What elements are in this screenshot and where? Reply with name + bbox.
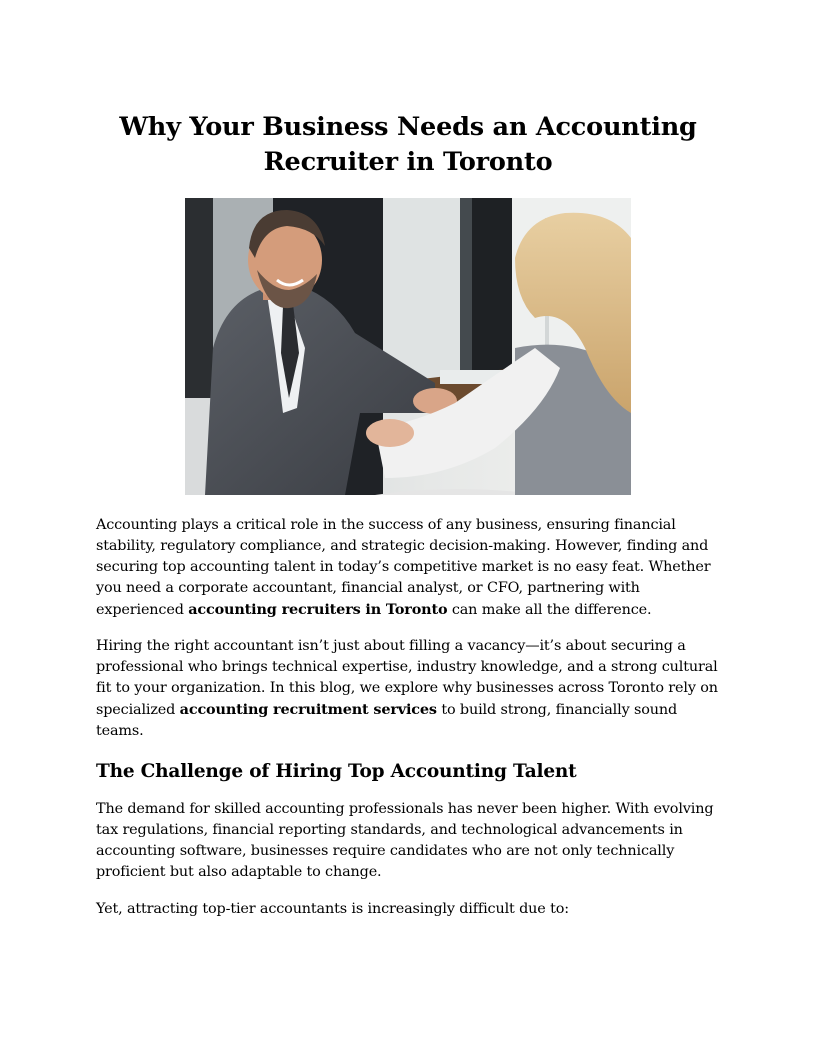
second-text-b: to build strong, financially sound teams.: [96, 702, 678, 739]
third-paragraph: The demand for skilled accounting professionals has never been higher. With evolving tax regulations, financial reporting standards, and technological advancements in accounting software, businesses require candidates who are not only technically proficient but also adaptable to change.: [96, 801, 714, 880]
intro-paragraph: [96, 515, 726, 621]
second-bold-text: accounting recruitment services: [179, 701, 437, 718]
intro-bold-link-text: accounting recruiters in Toronto: [188, 601, 448, 618]
hero-photo-business-meeting: [185, 198, 631, 495]
fourth-paragraph: Yet, attracting top-tier accountants is increasingly difficult due to:: [96, 901, 569, 917]
second-paragraph: [96, 636, 726, 742]
intro-text-a: Accounting plays a critical role in the success of any business, ensuring financial stability, regulatory compliance, and strategic decision-making. However, finding and securing top accounting talent in today’s competitive market is no easy feat. Whether you need a corporate accountant, financial analyst, or CFO, partnering with experienced: [96, 517, 711, 618]
section-heading: The Challenge of Hiring Top Accounting Talent: [96, 761, 577, 782]
title-line-2: Recruiter in Toronto: [263, 147, 553, 177]
intro-text-b: can make all the difference.: [447, 602, 652, 618]
title-line-1: Why Your Business Needs an Accounting: [119, 112, 697, 142]
second-text-a: Hiring the right accountant isn’t just about filling a vacancy—it’s about securing a professional who brings technical expertise, industry knowledge, and a strong cultural fit to your organization. In this blog, we explore why businesses across Toronto rely on specialized: [96, 638, 718, 718]
document-title: [96, 110, 720, 180]
